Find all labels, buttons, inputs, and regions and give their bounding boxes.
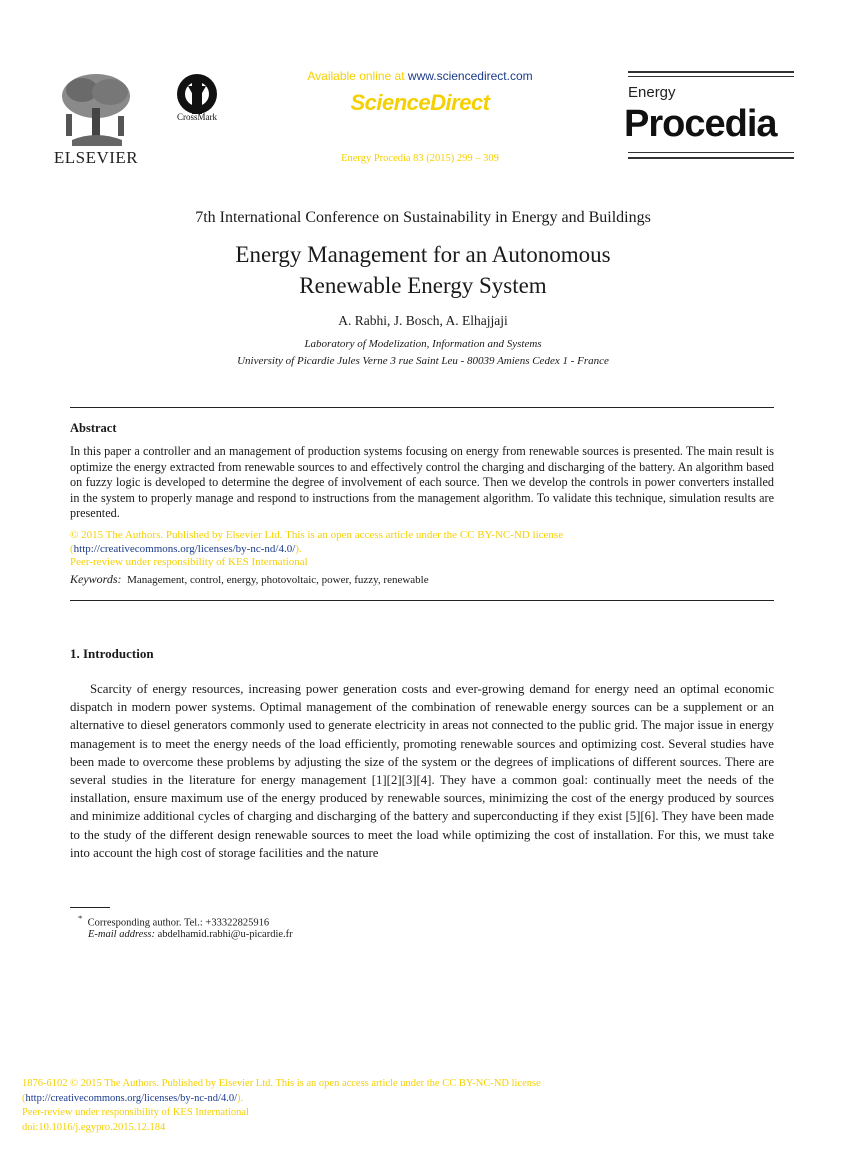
affiliation-line-1: Laboratory of Modelization, Information and Systems (304, 338, 542, 350)
email-address[interactable]: abdelhamid.rabhi@u-picardie.fr (157, 929, 293, 940)
peer-review-line: Peer-review under responsibility of KES International (70, 556, 308, 568)
title-line-2: Renewable Energy System (299, 273, 547, 298)
email-label: E-mail address: (88, 929, 155, 940)
footnote-rule (70, 907, 110, 908)
sciencedirect-brand: ScienceDirect (350, 90, 490, 115)
available-online-line (240, 69, 600, 83)
journal-citation: Energy Procedia 83 (2015) 299 – 309 (341, 153, 499, 164)
abstract-heading: Abstract (70, 421, 117, 435)
bottom-license-link[interactable]: http://creativecommons.org/licenses/by-nc-nd/4.0/ (25, 1092, 238, 1104)
license-line: © 2015 The Authors. Published by Elsevier Ltd. This is an open access article under the CC BY-NC-ND license (70, 529, 564, 541)
bottom-peer-review: Peer-review under responsibility of KES International (22, 1107, 249, 1118)
license-close: ). (295, 542, 302, 555)
corresponding-text: Corresponding author. Tel.: +33322825916 (87, 917, 270, 929)
bottom-close: ). (237, 1092, 244, 1104)
affiliation-line-2: University of Picardie Jules Verne 3 rue Saint Leu - 80039 Amiens Cedex 1 - France (237, 355, 609, 367)
publisher-name: ELSEVIER (53, 148, 139, 167)
conference-name: 7th International Conference on Sustainability in Energy and Buildings (195, 209, 651, 226)
bottom-open: ( (22, 1092, 26, 1104)
footnote-corresponding (78, 913, 269, 929)
masthead-rule (628, 157, 794, 159)
bottom-license-line: 1876-6102 © 2015 The Authors. Published by Elsevier Ltd. This is an open access article under the CC BY-NC-ND license (22, 1078, 541, 1089)
footnote-marker: * (78, 913, 83, 923)
license-url-line (70, 543, 774, 557)
keywords-list: Management, control, energy, photovoltaic, power, fuzzy, renewable (127, 574, 429, 586)
affiliation (0, 336, 846, 370)
divider (70, 600, 774, 601)
bottom-url-line (22, 1092, 722, 1107)
available-online-prefix: Available online at (307, 69, 408, 83)
masthead-rule (628, 76, 794, 77)
title-line-1: Energy Management for an Autonomous (235, 242, 611, 267)
footnote-email (88, 929, 293, 940)
section-heading-introduction: 1. Introduction (70, 646, 154, 661)
license-open: ( (70, 542, 74, 555)
journal-series: Energy (628, 84, 676, 101)
journal-name: Procedia (624, 103, 777, 145)
bottom-license (22, 1077, 722, 1135)
introduction-body: Scarcity of energy resources, increasing power generation costs and ever-growing demand for energy need an optimal economic dispatch in modern power systems. Optimal management of the combination of renewable energy sources can be a supplement or an alternative to diesel generators commonly used to generate electricity in areas not connected to the public grid. The major issue in energy management is to meet the energy needs of the load efficiently, promoting renewable sources and optimizing cost. Several studies have been made to overcome these problems by adjusting the size of the system or the degrees of implications of different sources. There are several studies in the literature for energy management [1][2][3][4]. They have a common goal: continually meet the needs of the installation, ensure maximum use of the energy produced by renewable sources, minimizing the cost of the energy produced by sources and minimize additional cycles of charging and discharging of the battery and superconducting if they exist [5][6]. They have been made to the study of the different design renewable sources to meet the load while optimizing the cost of installation. For this, we must take into account the high cost of storage facilities and the nature (70, 682, 774, 860)
authors: A. Rabhi, J. Bosch, A. Elhajjaji (338, 313, 508, 328)
keywords (70, 572, 774, 587)
doi[interactable]: doi:10.1016/j.egypro.2015.12.184 (22, 1121, 166, 1133)
masthead-rule (628, 71, 794, 73)
abstract-license (70, 529, 774, 570)
keywords-label: Keywords: (70, 572, 122, 586)
sciencedirect-link[interactable]: www.sciencedirect.com (407, 69, 533, 83)
abstract-body: In this paper a controller and an management of production systems focusing on energy from renewable sources is presented. The main result is optimize the energy extracted from renewable sources to and effectively control the charging and discharging of the battery. An algorithm based on fuzzy logic is developed to determine the degree of involvement of each source. Then we develop the controls in power converters installed in the system to properly manage and respond to instructions from the management algorithm. To validate this technique, simulation results are presented. (70, 444, 774, 521)
divider (70, 407, 774, 408)
crossmark-label: CrossMark (177, 112, 217, 122)
license-link[interactable]: http://creativecommons.org/licenses/by-nc-nd/4.0/ (73, 542, 296, 555)
paper-title (0, 239, 846, 301)
masthead-rule (628, 152, 794, 153)
